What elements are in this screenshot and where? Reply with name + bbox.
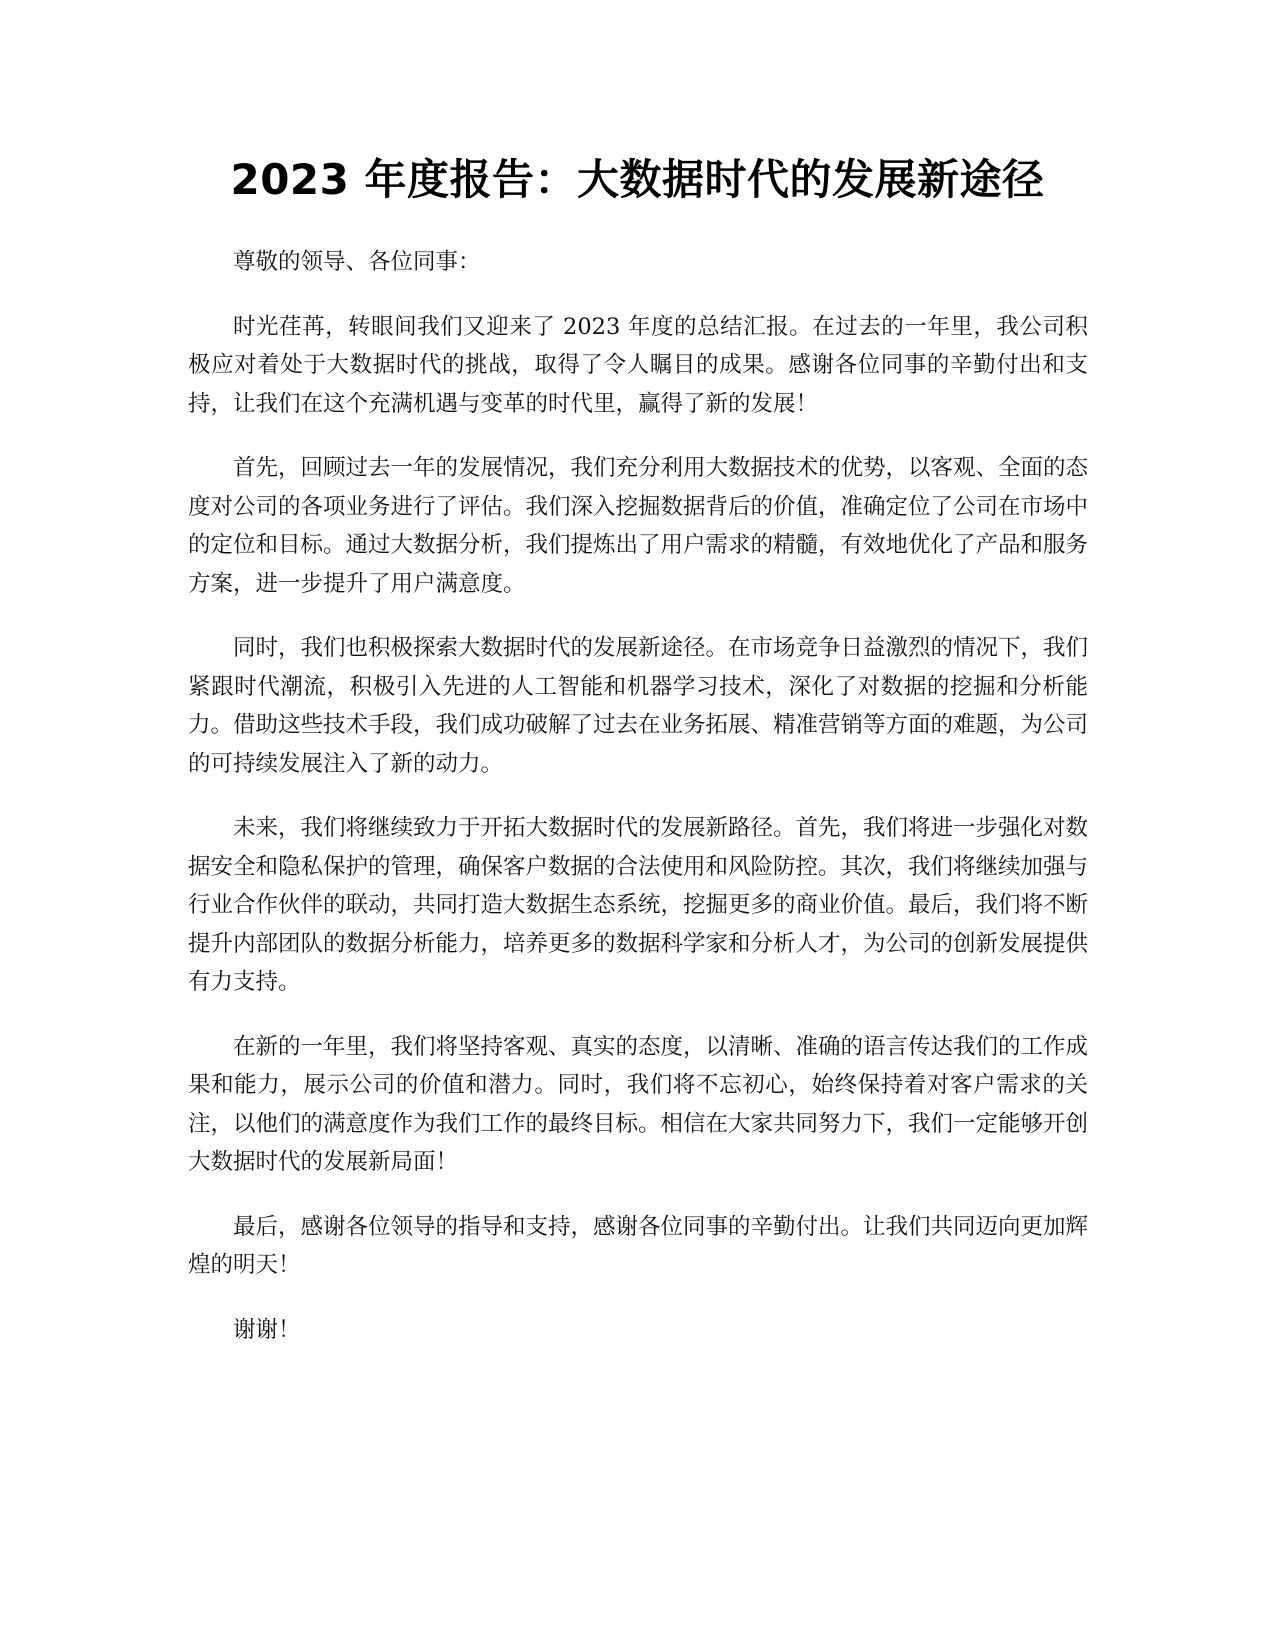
document-body [188,243,1088,1375]
paragraph-new-year: 在新的一年里，我们将坚持客观、真实的态度，以清晰、准确的语言传达我们的工作成果和能力，展示公司的价值和潜力。同时，我们将不忘初心，始终保持着对客户需求的关注，以他们的满意度作为我们工作的最终目标。相信在大家共同努力下，我们一定能够开创大数据时代的发展新局面！ [188,1033,1089,1175]
document-title: 2023 年度报告：大数据时代的发展新途径 [230,155,1045,204]
paragraph-salutation: 尊敬的领导、各位同事： [233,249,481,275]
paragraph-review: 首先，回顾过去一年的发展情况，我们充分利用大数据技术的优势，以客观、全面的态度对公司的各项业务进行了评估。我们深入挖掘数据背后的价值，准确定位了公司在市场中的定位和目标。通过大数据分析，我们提炼出了用户需求的精髓，有效地优化了产品和服务方案，进一步提升了用户满意度。 [188,455,1089,597]
paragraph-future-plans: 未来，我们将继续致力于开拓大数据时代的发展新路径。首先，我们将进一步强化对数据安全和隐私保护的管理，确保客户数据的合法使用和风险防控。其次，我们将继续加强与行业合作伙伴的联动，共同打造大数据生态系统，挖掘更多的商业价值。最后，我们将不断提升内部团队的数据分析能力，培养更多的数据科学家和分析人才，为公司的创新发展提供有力支持。 [188,815,1089,995]
paragraph-closing-thanks: 最后，感谢各位领导的指导和支持，感谢各位同事的辛勤付出。让我们共同迈向更加辉煌的明天！ [188,1213,1089,1278]
paragraph-introduction: 时光荏苒，转眼间我们又迎来了 2023 年度的总结汇报。在过去的一年里，我公司积极应对着处于大数据时代的挑战，取得了令人瞩目的成果。感谢各位同事的辛勤付出和支持，让我们在这个充满机遇与变革的时代里，赢得了新的发展！ [188,313,1088,417]
paragraph-sign-off: 谢谢！ [233,1316,301,1343]
paragraph-exploration: 同时，我们也积极探索大数据时代的发展新途径。在市场竞争日益激烈的情况下，我们紧跟时代潮流，积极引入先进的人工智能和机器学习技术，深化了对数据的挖掘和分析能力。借助这些技术手段，我们成功破解了过去在业务拓展、精准营销等方面的难题，为公司的可持续发展注入了新的动力。 [188,635,1089,777]
